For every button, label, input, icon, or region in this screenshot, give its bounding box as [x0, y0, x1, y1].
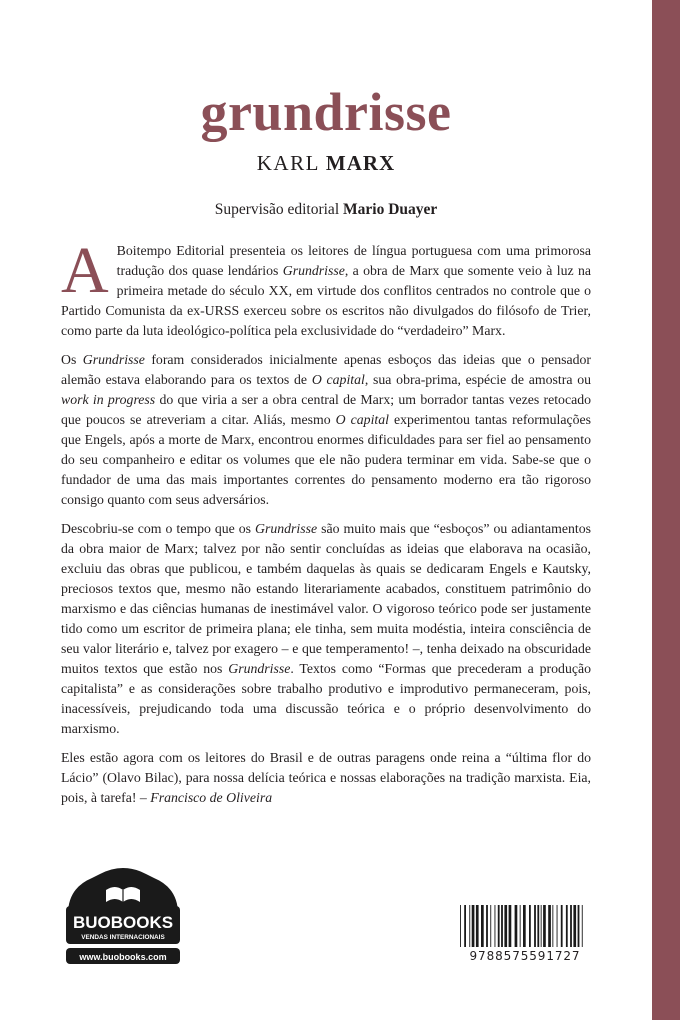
- barcode-bar: [529, 905, 531, 947]
- logo-url: www.buobooks.com: [79, 952, 167, 962]
- barcode-bar: [561, 905, 563, 947]
- text-run: , sua obra-prima, espécie de amostra ou: [364, 372, 591, 387]
- barcode-bar: [486, 905, 488, 947]
- barcode-bar: [523, 905, 526, 947]
- blurb-paragraph: [61, 748, 591, 808]
- barcode-bar: [541, 905, 542, 947]
- text-run: , a obra de Marx que somente veio à luz na primeira metade do século XX, em virtude dos conflitos centrados no controle que o Partido Comunista da ex-URSS exerceu sobre os escritos não divulgados do filósofo de Trier, como parte da luta ideológico-política pela exclusividade do “verdadeiro” Marx.: [61, 263, 591, 338]
- barcode-bar: [534, 905, 536, 947]
- barcode-box: [456, 905, 588, 987]
- barcode-bar: [582, 905, 583, 947]
- italic-text: Grundrisse: [255, 521, 318, 536]
- logo-brand: BUOBOOKS: [72, 913, 174, 932]
- buobooks-logo: [60, 862, 186, 970]
- barcode-bar: [557, 905, 558, 947]
- barcode-bar: [515, 905, 518, 947]
- italic-text: Grundrisse: [282, 263, 345, 278]
- barcode-bar: [543, 905, 546, 947]
- blurb-text: [61, 234, 592, 817]
- text-run: Eles estão agora com os leitores do Brasil e de outras paragens onde reina a “última flor do Lácio” (Olavo Bilac), para nossa delícia teórica e nossas elaborações na tradição marxista. Eia, pois, à tarefa! –: [61, 750, 591, 805]
- italic-text: Francisco de Oliveira: [150, 790, 273, 805]
- blurb-paragraph: [61, 350, 591, 510]
- supervisor-name: Mario Duayer: [343, 201, 438, 218]
- barcode-bar: [472, 905, 475, 947]
- barcode-bar: [481, 905, 484, 947]
- italic-text: work in progress: [61, 392, 156, 407]
- barcode-bar: [501, 905, 503, 947]
- barcode-bar: [537, 905, 539, 947]
- barcode-bar: [498, 905, 500, 947]
- barcode-bar: [469, 905, 470, 947]
- barcode-bar: [573, 905, 576, 947]
- book-title: grundrisse: [200, 82, 452, 142]
- text-run: experimentou tantas reformulações que Engels, após a morte de Marx, encontrou enormes dificuldades para ser fiel ao pensamento do seu companheiro e editar os volumes que ele não pudera terminar em vida. Sabe-se que o fundador de uma das mais importantes correntes do pensamento moderno era tão rigoroso consigo quanto com seus adversários.: [61, 412, 592, 507]
- blurb-paragraph: [61, 519, 591, 739]
- barcode-bar: [476, 905, 479, 947]
- supervision-label: Supervisão editorial: [214, 201, 340, 218]
- barcode-bar: [490, 905, 491, 947]
- text-run: do que viria a ser a obra central de Marx; um borrador tantas vezes retocado que poucos se atreveriam a citar. Aliás, mesmo: [61, 392, 591, 427]
- italic-text: Grundrisse: [228, 661, 291, 676]
- barcode-bar: [570, 905, 572, 947]
- barcode-bar: [552, 905, 553, 947]
- author-first-name: KARL: [256, 151, 320, 175]
- barcode-bar: [495, 905, 496, 947]
- barcode-bar: [578, 905, 580, 947]
- logo-tagline: VENDAS INTERNACIONAIS: [81, 934, 165, 941]
- text-run: Boitempo Editorial presenteia os leitores de língua portuguesa com uma primorosa tradução dos quase lendários: [116, 243, 591, 278]
- barcode-bar: [520, 905, 521, 947]
- text-run: Os: [61, 352, 83, 367]
- italic-text: O capital: [335, 412, 389, 427]
- text-run: Descobriu-se com o tempo que os: [61, 521, 256, 536]
- text-run: foram considerados inicialmente apenas esboços das ideias que o pensador alemão estava elaborando para os textos de: [61, 352, 591, 387]
- barcode-bar: [509, 905, 512, 947]
- italic-text: Grundrisse: [82, 352, 145, 367]
- isbn-digits: 9788575591727: [469, 949, 581, 963]
- barcode-bar: [460, 905, 461, 947]
- text-run: . Textos como “Formas que precederam a produção capitalista” e as considerações sobre trabalho produtivo e improdutivo permaneceram, pois, inacessíveis, prejudicando toda uma discussão teórica e o próprio desenvolvimento do marxismo.: [61, 661, 591, 736]
- barcode-bar: [566, 905, 568, 947]
- spine-band: [652, 0, 680, 1020]
- barcode-bar: [464, 905, 466, 947]
- blurb-paragraph: [61, 234, 591, 341]
- editorial-supervision: [0, 199, 652, 221]
- barcode-bar: [504, 905, 507, 947]
- text-run: são muito mais que “esboços” ou adiantamentos da obra maior de Marx; talvez por não sentir concluídas as ideias que elaborava na ocasião, excluiu das obras que publicou, e também daquelas às quais se dedicaram Engels e Kautsky, preciosos textos que, mesmo não estando literariamente acabados, constituem patrimônio do marxismo e das ciências humanas de inestimável valor. O vigoroso teórico pode ser justamente tido como um escritor de primeira plana; ele tinha, sem muita modéstia, inteira consciência de seu valor literário e, talvez por exagero – e que temperamento! –, tenha deixado na obscuridade muitos textos que estão nos: [61, 521, 592, 676]
- italic-text: O capital: [311, 372, 365, 387]
- author-last-name: MARX: [325, 151, 396, 175]
- barcode: [456, 905, 588, 947]
- drop-cap: A: [61, 234, 109, 307]
- author-name: [0, 150, 652, 176]
- barcode-bar: [548, 905, 551, 947]
